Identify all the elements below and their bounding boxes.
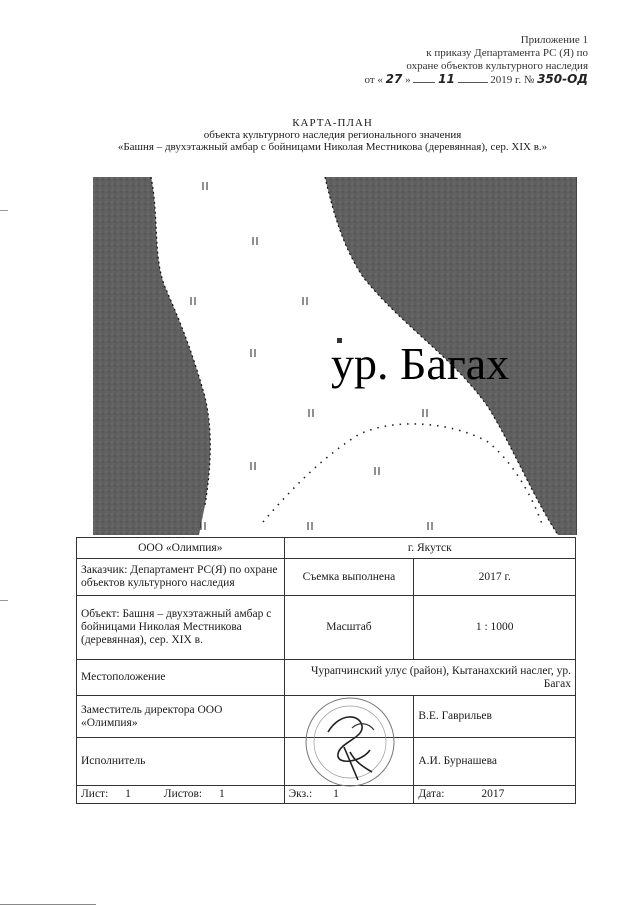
customer-cell: Заказчик: Департамент РС(Я) по охране объектов культурного наследия (77, 559, 285, 596)
org-cell: ООО «Олимпия» (77, 538, 285, 559)
date-value: 2017 (481, 788, 505, 800)
deputy-label-cell: Заместитель директора ООО «Олимпия» (77, 696, 285, 738)
annex-year: 2019 г. № (490, 74, 535, 86)
annex-line-2: к приказу Департамента РС (Я) по (426, 47, 588, 59)
document-title (60, 117, 605, 153)
annex-line-3: охране объектов культурного наследия (406, 60, 588, 72)
annex-blank (413, 82, 435, 83)
title-object: «Башня – двухэтажный амбар с бойницами Николая Местникова (деревянная), сер. XIX в.» (117, 141, 548, 153)
date-label: Дата: (418, 788, 445, 800)
annex-blank-2 (458, 82, 488, 83)
title-main: КАРТА-ПЛАН (292, 117, 373, 129)
scale-label-cell: Масштаб (284, 596, 414, 660)
map-area (93, 177, 577, 535)
place-label: ур. Багах (331, 338, 510, 389)
boundary-arc (263, 424, 543, 527)
annex-month: 11 (438, 72, 455, 86)
annex-line-1: Приложение 1 (520, 34, 588, 46)
deputy-name-cell: В.Е. Гаврильев (414, 696, 576, 738)
location-value-cell: Чурапчинский улус (район), Кытанахский наслег, ур. Багах (284, 660, 575, 696)
date-cell (414, 786, 576, 804)
margin-mark (0, 600, 8, 601)
sheet-info-cell (77, 786, 285, 804)
annex-date-prefix: от « (364, 74, 383, 86)
object-cell: Объект: Башня – двухэтажный амбар с бойницами Николая Местникова (деревянная), сер. XIX в. (77, 596, 285, 660)
title-sub: объекта культурного наследия регионального значения (203, 129, 462, 141)
annex-header (338, 34, 588, 87)
annex-day: 27 (385, 72, 403, 86)
sheet-label: Лист: (81, 788, 109, 800)
survey-year-cell: 2017 г. (414, 559, 576, 596)
sheets-value: 1 (218, 788, 225, 800)
sheet-value: 1 (125, 788, 131, 800)
copy-label: Экз.: (288, 788, 313, 800)
location-label-cell: Местоположение (77, 660, 285, 696)
margin-mark (0, 210, 8, 211)
annex-date-line (338, 73, 588, 87)
sheets-label: Листов: (163, 788, 203, 800)
stamp-signature (300, 692, 400, 792)
executor-label-cell: Исполнитель (77, 738, 285, 786)
executor-name-cell: А.И. Бурнашева (414, 738, 576, 786)
survey-label-cell: Съемка выполнена (284, 559, 414, 596)
annex-date-mid: » (405, 74, 411, 86)
annex-number: 350-ОД (537, 72, 588, 86)
scale-value-cell: 1 : 1000 (414, 596, 576, 660)
city-cell: г. Якутск (284, 538, 575, 559)
copy-value: 1 (333, 788, 339, 800)
